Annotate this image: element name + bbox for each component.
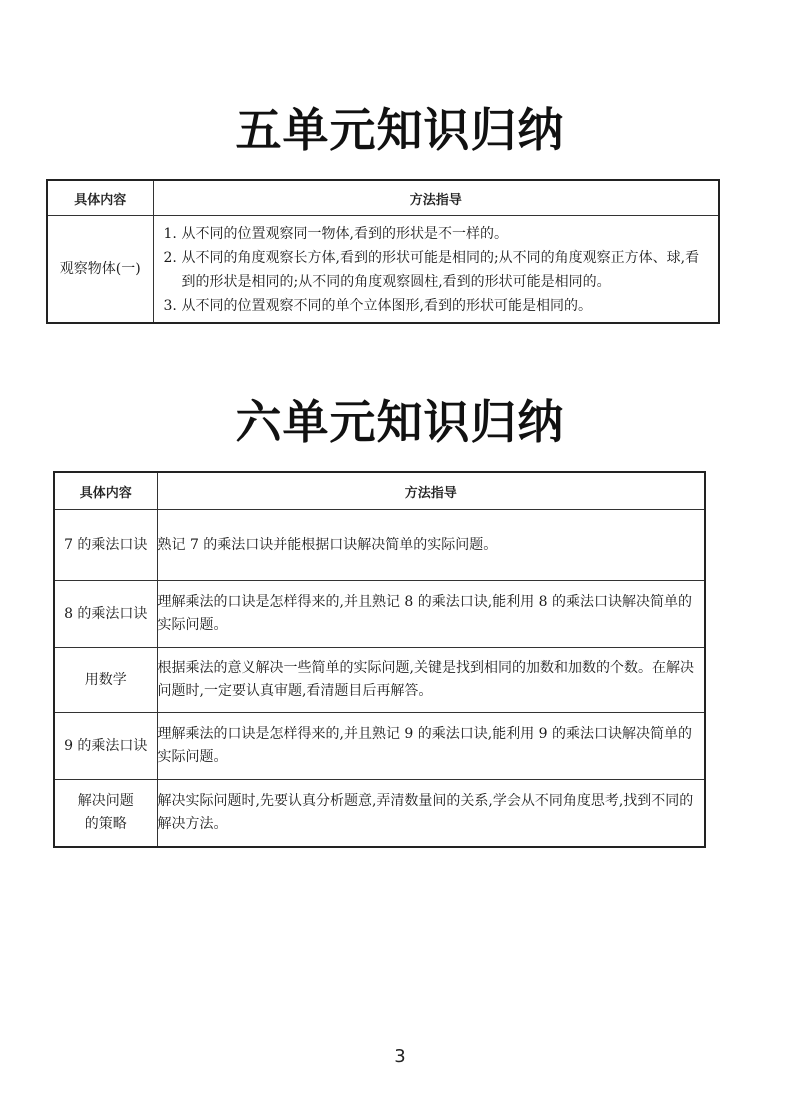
table-row [54,780,705,848]
table-row [47,216,719,324]
row-category [54,780,157,848]
header-content: 具体内容 [54,472,157,510]
row-category: 7 的乘法口诀 [54,510,157,581]
row-guide: 根据乘法的意义解决一些简单的实际问题,关键是找到相同的加数和加数的个数。在解决问题时,一定要认真审题,看清题目后再解答。 [157,648,705,713]
header-method: 方法指导 [153,180,719,216]
unit5-title: 五单元知识归纳 [235,103,565,157]
row-guide: 熟记 7 的乘法口诀并能根据口诀解决简单的实际问题。 [157,510,705,581]
category-line: 的策略 [84,816,127,832]
page-number: 3 [394,1046,406,1067]
table-header-row [54,472,705,510]
row-category: 9 的乘法口诀 [54,713,157,780]
points-list [164,222,711,318]
row-category: 用数学 [54,648,157,713]
row-guide: 理解乘法的口诀是怎样得来的,并且熟记 9 的乘法口诀,能利用 9 的乘法口诀解决简单的实际问题。 [157,713,705,780]
point-number: 3. [163,298,177,314]
table-header-row [47,180,719,216]
table-row [54,713,705,780]
point-number: 1. [163,226,177,242]
row-guide: 理解乘法的口诀是怎样得来的,并且熟记 8 的乘法口诀,能利用 8 的乘法口诀解决简单的实际问题。 [157,581,705,648]
point-text: 从不同的位置观察同一物体,看到的形状是不一样的。 [181,226,508,242]
list-item [164,222,711,246]
unit6-title: 六单元知识归纳 [235,395,565,449]
point-text: 从不同的位置观察不同的单个立体图形,看到的形状可能是相同的。 [181,298,592,314]
row-category: 观察物体(一) [47,216,153,324]
table-row [54,510,705,581]
point-number: 2. [163,250,177,266]
unit6-table [53,471,706,848]
category-line: 解决问题 [77,793,134,809]
list-item [164,294,711,318]
header-content: 具体内容 [47,180,153,216]
list-item [164,246,711,294]
unit5-table [46,179,720,324]
table-row [54,648,705,713]
header-method: 方法指导 [157,472,705,510]
point-text: 从不同的角度观察长方体,看到的形状可能是相同的;从不同的角度观察正方体、球,看到的形状是相同的;从不同的角度观察圆柱,看到的形状可能是相同的。 [181,250,700,290]
row-category: 8 的乘法口诀 [54,581,157,648]
table-row [54,581,705,648]
row-guide [153,216,719,324]
row-guide: 解决实际问题时,先要认真分析题意,弄清数量间的关系,学会从不同角度思考,找到不同的解决方法。 [157,780,705,848]
